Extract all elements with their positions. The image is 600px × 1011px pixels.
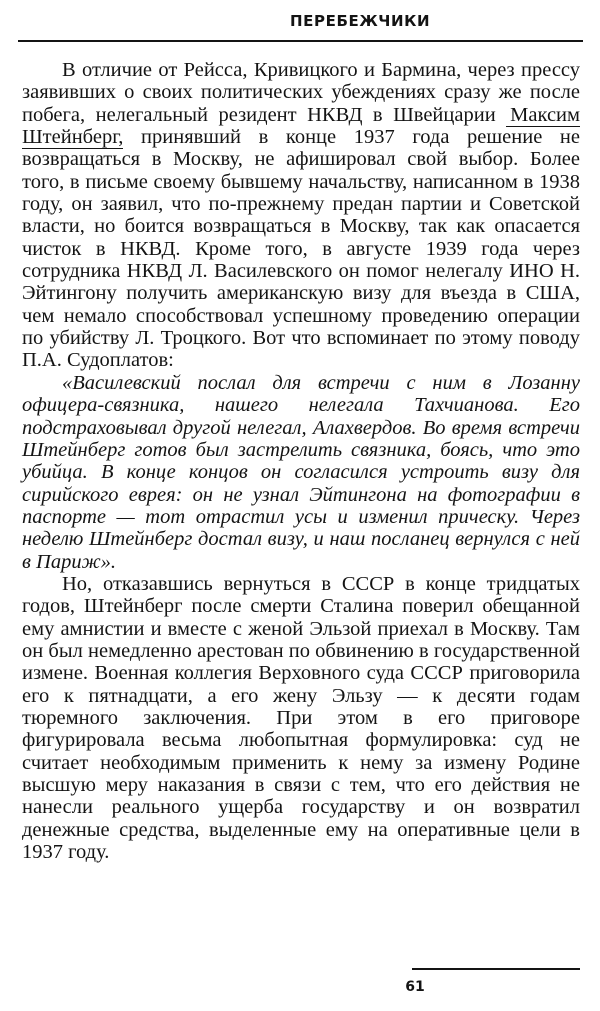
underlined-name: Максим Штейнберг,: [22, 103, 580, 149]
header-rule: [18, 40, 583, 42]
quotation: «Василевский послал для встречи с ним в Лозанну офицера-связника, нашего нелегала Тахчианова. Его подстраховывал другой нелегал, Алахвердов. Во время встречи Штейнберг готов был застрелить связника, боясь, что это убийца. В конце концов он согласился устроить визу для сирийского еврея: он не узнал Эйтингона на фотографии в паспорте — тот отрастил усы и изменил прическу. Через неделю Штейнберг достал визу, и наш посланец вернулся с ней в Париж».: [22, 371, 580, 573]
page-number: 61: [405, 979, 425, 995]
running-head: ПЕРЕБЕЖЧИКИ: [290, 12, 431, 30]
paragraph-1-end: принявший в конце 1937 года решение не возвращаться в Москву, не афишировал свой выбор. Более того, в письме своему бывшему начальству, написанном в 1938 году, он заявил, что по-прежнему предан партии и Советской власти, но боится возвращаться в Москву, так как опасается чисток в НКВД. Кроме того, в августе 1939 года через сотрудника НКВД Л. Василевского он помог нелегалу ИНО Н. Эйтингону получить американскую визу для въезда в США, чем немало способствовал успешному проведению операции по убийству Л. Троцкого. Вот что вспоминает по этому поводу П.А. Судоплатов:: [22, 126, 580, 372]
footer-rule: [412, 968, 580, 970]
paragraph-1-start: В отличие от Рейсса, Кривицкого и Бармина, через прессу заявивших о своих политических убеждениях сразу же после побега, нелегальный резидент НКВД в Швейцарии: [22, 59, 580, 126]
body-text: [22, 59, 580, 863]
paragraph-1: [22, 59, 580, 372]
paragraph-2: Но, отказавшись вернуться в СССР в конце тридцатых годов, Штейнберг после смерти Сталина поверил обещанной ему амнистии и вместе с женой Эльзой приехал в Москву. Там он был немедленно арестован по обвинению в государственной измене. Военная коллегия Верховного суда СССР приговорила его к пятнадцати, а его жену Эльзу — к десяти годам тюремного заключения. При этом в его приговоре фигурировала весьма любопытная формулировка: суд не считает необходимым применить к нему за измену Родине высшую меру наказания в связи с тем, что его действия не нанесли реального ущерба государству и он возвратил денежные средства, выделенные ему на оперативные цели в 1937 году.: [22, 572, 580, 864]
